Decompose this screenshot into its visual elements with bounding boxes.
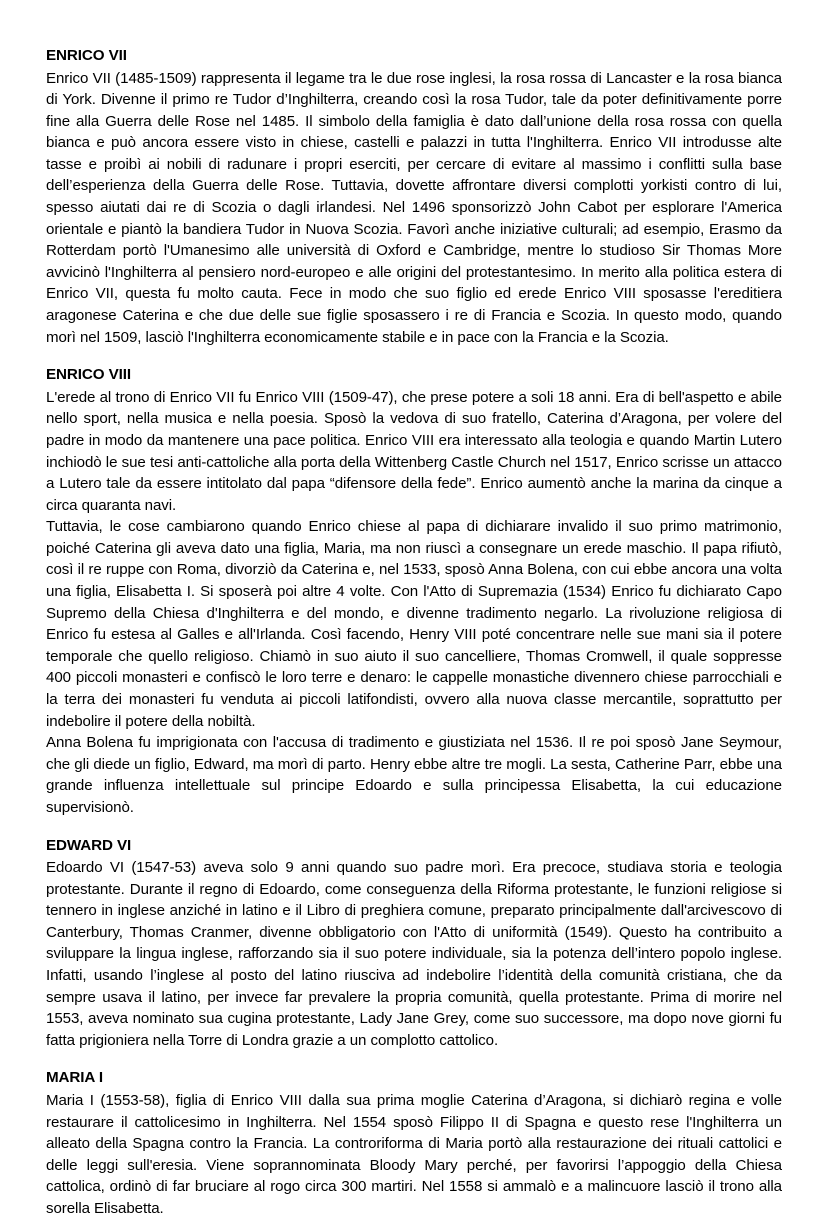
section-paragraph: Tuttavia, le cose cambiarono quando Enrico chiese al papa di dichiarare invalido il suo primo matrimonio, poiché Caterina gli aveva dato una figlia, Maria, ma non riuscì a consegnare un erede maschio. Il papa rifiutò, così il re ruppe con Roma, divorziò da Caterina e, nel 1533, sposò Anna Bolena, con cui ebbe ancora una volta una figlia, Elisabetta I. Si sposerà poi altre 4 volte. Con l'Atto di Supremazia (1534) Enrico fu dichiarato Capo Supremo della Chiesa d'Inghilterra e del mondo, e divenne tradimento negarlo. La rivoluzione religiosa di Enrico fu estesa al Galles e all'Irlanda. Così facendo, Henry VIII poté concentrare nelle sue mani sia il potere temporale che quello religioso. Chiamò in suo aiuto il suo cancelliere, Thomas Cromwell, il quale soppresse 400 piccoli monasteri e confiscò le loro terre e denaro: le cappelle monastiche divennero chiese parrocchiali e la terra dei monasteri fu venduta ai piccoli latifondisti, ovvero alla nuova classe mercantile, soprattutto per indebolire il potere della nobiltà. (46, 518, 782, 730)
section-heading: MARIA I (46, 1069, 103, 1087)
section-enrico-viii (46, 365, 782, 818)
section-heading: ENRICO VIII (46, 366, 131, 384)
section-paragraph: Enrico VII (1485-1509) rappresenta il legame tra le due rose inglesi, la rosa rossa di Lancaster e la rosa bianca di York. Divenne il primo re Tudor d’Inghilterra, creando così la rosa Tudor, tale da poter definitivamente porre fine alla Guerra delle Rose nel 1485. Il simbolo della famiglia è dato dall’unione della rosa rossa con quella bianca e può ancora essere visto in chiese, castelli e palazzi in tutta l'Inghilterra. Enrico VII introdusse alte tasse e proibì ai nobili di radunare i propri eserciti, per cercare di evitare al massimo i conflitti sulla base dell’esperienza della Guerra delle Rose. Tuttavia, dovette affrontare diversi complotti yorkisti contro di lui, spesso aiutati dai re di Scozia o dagli irlandesi. Nel 1496 sponsorizzò John Cabot per esplorare l'America orientale e piantò la bandiera Tudor in Nuova Scozia. Favorì anche iniziative culturali; ad esempio, Erasmo da Rotterdam portò l'Umanesimo alle università di Oxford e Cambridge, mentre lo studioso Sir Thomas More avvicinò l'Inghilterra al pensiero nord-europeo e alle origini del protestantesimo. In merito alla politica estera di Enrico VII, questa fu molto cauta. Fece in modo che suo figlio ed erede Enrico VIII sposasse l'ereditiera aragonese Caterina e che due delle sue figlie sposassero i re di Francia e Scozia. In questo modo, quando morì nel 1509, lasciò l'Inghilterra economicamente stabile e in pace con la Francia e la Scozia. (46, 69, 782, 346)
section-heading: ENRICO VII (46, 47, 127, 64)
section-enrico-vii (46, 46, 782, 348)
section-edward-vi (46, 836, 782, 1052)
section-paragraph: Anna Bolena fu imprigionata con l'accusa di tradimento e giustiziata nel 1536. Il re poi sposò Jane Seymour, che gli diede un figlio, Edward, ma morì di parto. Henry ebbe altre tre mogli. La sesta, Catherine Parr, ebbe una grande influenza intellettuale sul principe Edoardo e sulla principessa Elisabetta, la cui educazione supervisionò. (46, 734, 782, 816)
section-paragraph: Edoardo VI (1547-53) aveva solo 9 anni quando suo padre morì. Era precoce, studiava storia e teologia protestante. Durante il regno di Edoardo, come conseguenza della Riforma protestante, le funzioni religiose si tennero in inglese anziché in latino e il Libro di preghiera comune, preparato principalmente dall'arcivescovo di Canterbury, Thomas Cranmer, divenne obbligatorio con l'Atto di uniformità (1549). Questo ha contribuito a sviluppare la lingua inglese, rafforzando sia il suo potere individuale, sia la potenza dell’intero popolo inglese. Infatti, usando l’inglese al posto del latino riusciva ad indebolire l’identità della comunità cristiana, che da sempre usava il latino, per invece far prevalere la propria comunità, quella protestante. Prima di morire nel 1553, aveva nominato sua cugina protestante, Lady Jane Grey, come suo successore, ma dopo nove giorni fu fatta prigioniera nella Torre di Londra grazie a un complotto cattolico. (46, 859, 782, 1049)
document-body (46, 46, 782, 1220)
section-heading: EDWARD VI (46, 836, 132, 854)
section-paragraph: L'erede al trono di Enrico VII fu Enrico VIII (1509-47), che prese potere a soli 18 anni. Era di bell'aspetto e abile nello sport, nella musica e nella poesia. Sposò la vedova di suo fratello, Caterina d’Aragona, per volere del padre in modo da mantenere una pace politica. Enrico VIII era interessato alla teologia e quando Martin Lutero inchiodò le sue tesi anti-cattoliche alla porta della Wittenberg Castle Church nel 1517, Enrico scrisse un attacco a Lutero tale da essere intitolato dal papa “difensore della fede”. Enrico aumentò anche la marina da cinque a circa quaranta navi. (46, 388, 782, 514)
section-paragraph: Maria I (1553-58), figlia di Enrico VIII dalla sua prima moglie Caterina d’Aragona, si dichiarò regina e volle restaurare il cattolicesimo in Inghilterra. Nel 1554 sposò Filippo II di Spagna e questo rese l'Inghilterra un alleato della Spagna contro la Francia. La controriforma di Maria portò alla restaurazione dei rituali cattolici e delle leggi sull'eresia. Viene soprannominata Bloody Mary perché, per favorirsi l’appoggio della Chiesa cattolica, ordinò di far bruciare al rogo circa 300 martiri. Nel 1558 si ammalò e a malincuore lasciò il trono alla sorella Elisabetta. (46, 1091, 782, 1217)
section-maria-i (46, 1068, 782, 1219)
